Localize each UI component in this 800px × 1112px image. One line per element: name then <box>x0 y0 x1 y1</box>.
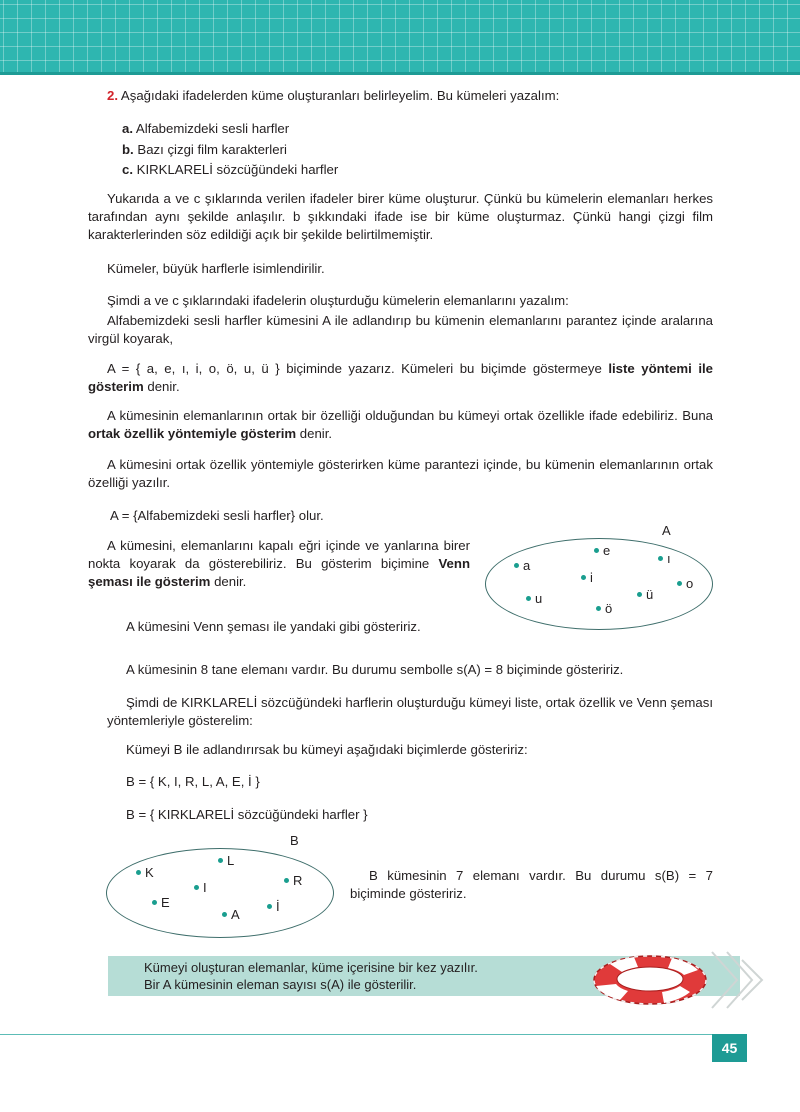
paragraph-5-end: denir. <box>143 379 180 394</box>
question-item-c <box>122 161 338 179</box>
paragraph-1: Yukarıda a ve c şıklarında verilen ifadeler birer küme oluşturur. Çünkü bu kümelerin elemanları herkes tarafından aynı şekilde anlaşılır. b şıkkındaki ifade ise bir küme oluşturmaz. Çünkü hangi çizgi film karakterlerinden söz edildiği açık bir şekilde belirtilmemiştir. <box>88 191 713 242</box>
element-label: K <box>145 865 154 880</box>
element-dot <box>677 581 682 586</box>
element-label: i <box>590 570 593 585</box>
element-dot <box>594 548 599 553</box>
element-label: u <box>535 591 543 606</box>
element-dot <box>194 885 199 890</box>
paragraph-6 <box>88 407 713 443</box>
lifebuoy-icon <box>572 930 772 1030</box>
footer-line <box>0 1034 712 1035</box>
question-item-b <box>122 141 287 159</box>
paragraph-11: A kümesinin 8 tane elemanı vardır. Bu durumu sembolle s(A) = 8 biçiminde gösteririz. <box>126 662 624 677</box>
element-label: E <box>161 895 170 910</box>
element-dot <box>267 904 272 909</box>
term-venn-semasi: Venn şeması ile gösterim <box>88 556 470 589</box>
item-letter: a. <box>122 121 133 136</box>
question-item-a <box>122 120 289 138</box>
venn-a-element <box>526 592 542 606</box>
venn-diagram-b <box>106 832 336 940</box>
paragraph-6-end: denir. <box>296 426 333 441</box>
paragraph-16: B kümesinin 7 elemanı vardır. Bu durumu s(B) = 7 biçiminde gösteririz. <box>350 868 713 901</box>
element-dot <box>136 870 141 875</box>
item-text: Alfabemizdeki sesli harfler <box>133 121 290 136</box>
venn-a-element <box>514 559 530 573</box>
question-number: 2. <box>107 88 118 103</box>
question-heading <box>107 87 559 105</box>
venn-a-element <box>594 544 610 558</box>
item-letter: c. <box>122 162 133 177</box>
element-dot <box>218 858 223 863</box>
venn-b-element <box>152 896 170 910</box>
paragraph-6-text: A kümesinin elemanlarının ortak bir özelliği olduğundan bu kümeyi ortak özellikle ifade edebiliriz. Buna <box>107 408 713 423</box>
paragraph-13: Kümeyi B ile adlandırırsak bu kümeyi aşağıdaki biçimlerde gösteririz: <box>126 742 528 757</box>
venn-diagram-a <box>485 522 715 632</box>
element-label: R <box>293 873 303 888</box>
set-b-list-notation: B = { K, I, R, L, A, E, İ } <box>126 774 260 789</box>
element-label: A <box>231 907 240 922</box>
element-label: e <box>603 543 611 558</box>
element-dot <box>284 878 289 883</box>
venn-a-element <box>658 552 671 566</box>
venn-a-element <box>677 577 693 591</box>
venn-a-element <box>596 602 612 616</box>
paragraph-12: Şimdi de KIRKLARELİ sözcüğündeki harflerin oluşturduğu kümeyi liste, ortak özellik ve Venn şeması yöntemleriyle gösterelim: <box>107 695 713 728</box>
element-dot <box>514 563 519 568</box>
element-label: İ <box>276 899 280 914</box>
venn-a-element <box>581 571 593 585</box>
venn-b-element <box>218 854 234 868</box>
venn-a-element <box>637 588 653 602</box>
header-grid-banner <box>0 0 800 72</box>
element-label: ı <box>667 551 671 566</box>
element-dot <box>526 596 531 601</box>
set-b-property-notation: B = { KIRKLARELİ sözcüğündeki harfler } <box>126 807 368 822</box>
header-strip <box>0 72 800 75</box>
paragraph-5-text: A = { a, e, ı, i, o, ö, u, ü } biçiminde yazarız. Kümeleri bu biçimde göstermeye <box>107 361 609 376</box>
venn-b-element <box>136 866 154 880</box>
element-dot <box>596 606 601 611</box>
venn-b-element <box>222 908 240 922</box>
item-letter: b. <box>122 142 134 157</box>
paragraph-9-text: A kümesini, elemanlarını kapalı eğri içinde ve yanlarına birer nokta koyarak da gösterebiliriz. Bu gösterim biçimine <box>88 538 470 571</box>
venn-a-set-name: A <box>662 523 671 538</box>
element-label: I <box>203 880 207 895</box>
paragraph-9 <box>88 537 470 591</box>
paragraph-8: A = {Alfabemizdeki sesli harfler} olur. <box>110 508 324 523</box>
term-liste-yontemi: liste yöntemi ile gösterim <box>88 361 713 394</box>
element-dot <box>152 900 157 905</box>
element-label: a <box>523 558 531 573</box>
element-dot <box>222 912 227 917</box>
paragraph-9-end: denir. <box>210 574 247 589</box>
paragraph-4: Alfabemizdeki sesli harfler kümesini A ile adlandırıp bu kümenin elemanlarını parantez içinde aralarına virgül koyarak, <box>88 313 713 346</box>
element-label: ö <box>605 601 613 616</box>
paragraph-2: Kümeler, büyük harflerle isimlendirilir. <box>107 261 325 276</box>
paragraph-7: A kümesini ortak özellik yöntemiyle gösterirken küme parantezi içinde, bu kümenin elemanlarının ortak özelliği yazılır. <box>88 457 713 490</box>
venn-b-element <box>267 900 280 914</box>
element-label: ü <box>646 587 654 602</box>
element-dot <box>581 575 586 580</box>
note-line-2: Bir A kümesinin eleman sayısı s(A) ile gösterilir. <box>144 977 417 992</box>
venn-b-set-name: B <box>290 833 299 848</box>
question-text: Aşağıdaki ifadelerden küme oluşturanları belirleyelim. Bu kümeleri yazalım: <box>118 88 560 103</box>
element-dot <box>658 556 663 561</box>
venn-b-element <box>194 881 207 895</box>
element-dot <box>637 592 642 597</box>
paragraph-10: A kümesini Venn şeması ile yandaki gibi gösteririz. <box>126 619 421 634</box>
page-number: 45 <box>712 1034 747 1062</box>
element-label: o <box>686 576 694 591</box>
element-label: L <box>227 853 235 868</box>
paragraph-5 <box>88 360 713 396</box>
note-line-1: Kümeyi oluşturan elemanlar, küme içerisine bir kez yazılır. <box>144 960 478 975</box>
term-ortak-ozellik: ortak özellik yöntemiyle gösterim <box>88 426 297 441</box>
paragraph-3: Şimdi a ve c şıklarındaki ifadelerin oluşturduğu kümelerin elemanlarını yazalım: <box>107 293 569 308</box>
item-text: KIRKLARELİ sözcüğündeki harfler <box>133 162 339 177</box>
venn-b-element <box>284 874 302 888</box>
item-text: Bazı çizgi film karakterleri <box>133 142 287 157</box>
